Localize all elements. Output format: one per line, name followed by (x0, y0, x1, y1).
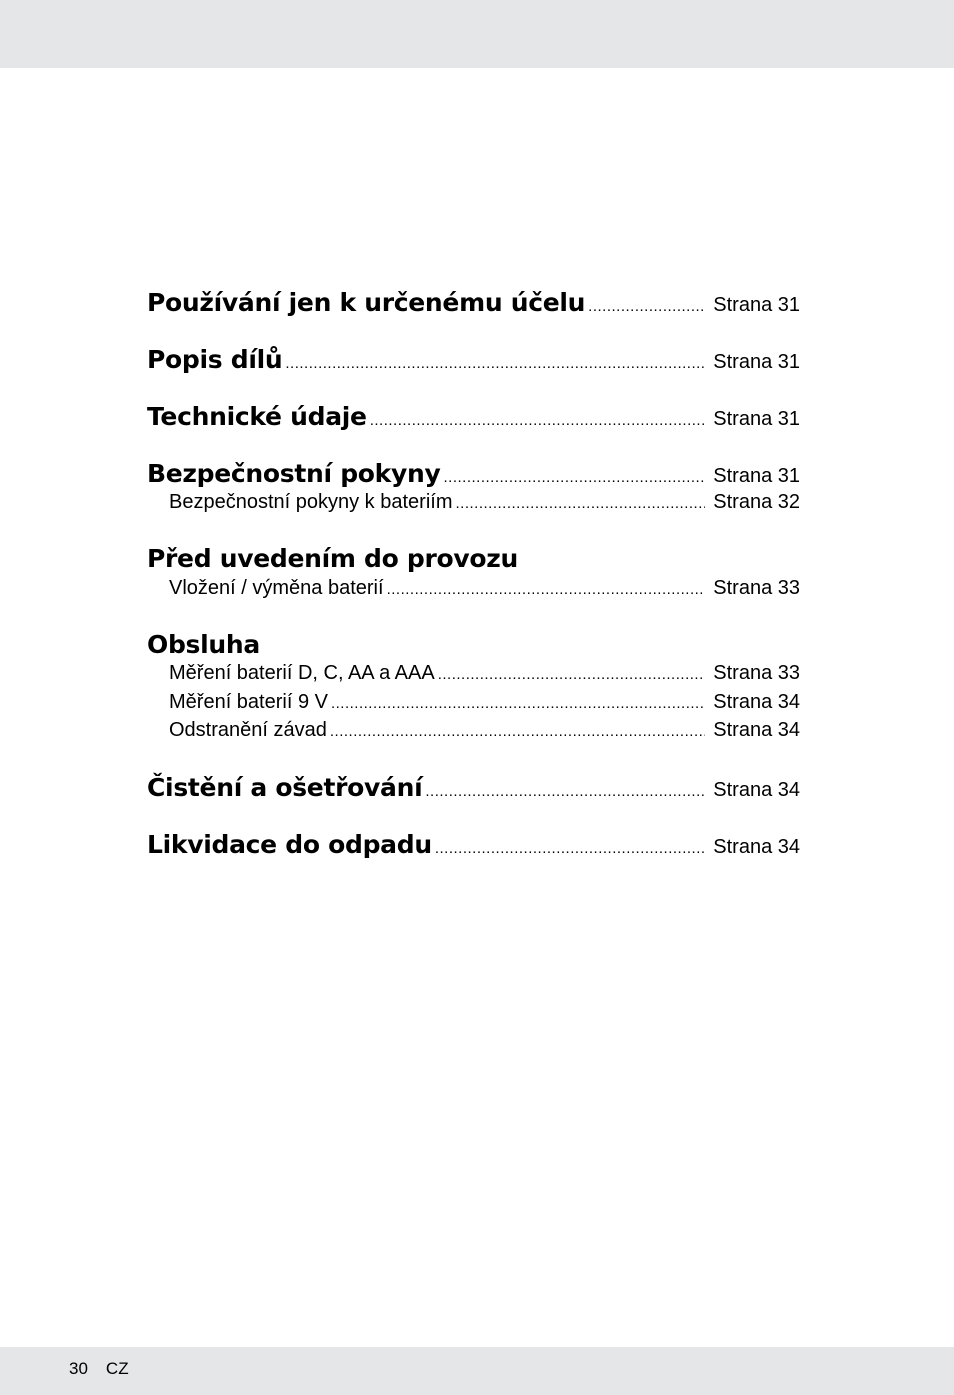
toc-entry-cleaning[interactable] (147, 773, 800, 802)
dot-leader (330, 723, 705, 740)
page-footer (69, 1359, 129, 1379)
toc-entry-title: Technické údaje (147, 402, 367, 431)
dot-leader (387, 581, 706, 598)
toc-entry-safety[interactable] (147, 459, 800, 488)
toc-entry-title: Bezpečnostní pokyny k bateriím (169, 491, 453, 513)
page-number: 30 (69, 1359, 88, 1378)
toc-entry-title: Používání jen k určenému účelu (147, 288, 586, 317)
toc-entry-page: Strana 34 (713, 719, 800, 741)
toc-entry-title: Popis dílů (147, 345, 283, 374)
toc-entry-title: Likvidace do odpadu (147, 830, 432, 859)
toc-entry-battery-insert[interactable] (147, 577, 800, 600)
toc-entry-parts-description[interactable] (147, 345, 800, 374)
dot-leader (588, 298, 705, 315)
toc-entry-page: Strana 34 (713, 779, 800, 801)
toc-entry-measure-9v[interactable] (147, 691, 800, 714)
language-code: CZ (105, 1359, 129, 1378)
toc-entry-page: Strana 33 (713, 577, 800, 599)
toc-heading-operation (147, 630, 800, 659)
toc-entry-title: Bezpečnostní pokyny (147, 459, 441, 488)
toc-heading-title: Obsluha (147, 630, 260, 659)
dot-leader (435, 840, 705, 857)
toc-entry-page: Strana 33 (713, 662, 800, 684)
dot-leader (425, 783, 705, 800)
footer-band (0, 1347, 954, 1395)
toc-entry-disposal[interactable] (147, 830, 800, 859)
toc-entry-page: Strana 31 (713, 351, 800, 373)
toc-entry-title: Vložení / výměna baterií (169, 577, 384, 599)
toc-heading-before-use (147, 544, 800, 573)
toc-entry-page: Strana 31 (713, 408, 800, 430)
toc-entry-page: Strana 32 (713, 491, 800, 513)
dot-leader (331, 695, 705, 712)
toc-entry-title: Měření baterií 9 V (169, 691, 328, 713)
dot-leader (370, 412, 706, 429)
toc-entry-technical-data[interactable] (147, 402, 800, 431)
toc-entry-troubleshooting[interactable] (147, 719, 800, 742)
toc-entry-page: Strana 31 (713, 294, 800, 316)
header-band (0, 0, 954, 68)
toc-entry-measure-d-c-aa-aaa[interactable] (147, 662, 800, 685)
toc-heading-title: Před uvedením do provozu (147, 544, 519, 573)
dot-leader (285, 355, 705, 372)
dot-leader (438, 666, 706, 683)
dot-leader (455, 495, 705, 512)
toc-entry-intended-use[interactable] (147, 288, 800, 317)
dot-leader (444, 469, 706, 486)
toc-entry-battery-safety[interactable] (147, 491, 800, 514)
toc-entry-title: Čistění a ošetřování (147, 773, 423, 802)
toc-entry-title: Měření baterií D, C, AA a AAA (169, 662, 435, 684)
toc-entry-page: Strana 34 (713, 836, 800, 858)
toc-entry-page: Strana 31 (713, 465, 800, 487)
toc-entry-title: Odstranění závad (169, 719, 327, 741)
toc-entry-page: Strana 34 (713, 691, 800, 713)
